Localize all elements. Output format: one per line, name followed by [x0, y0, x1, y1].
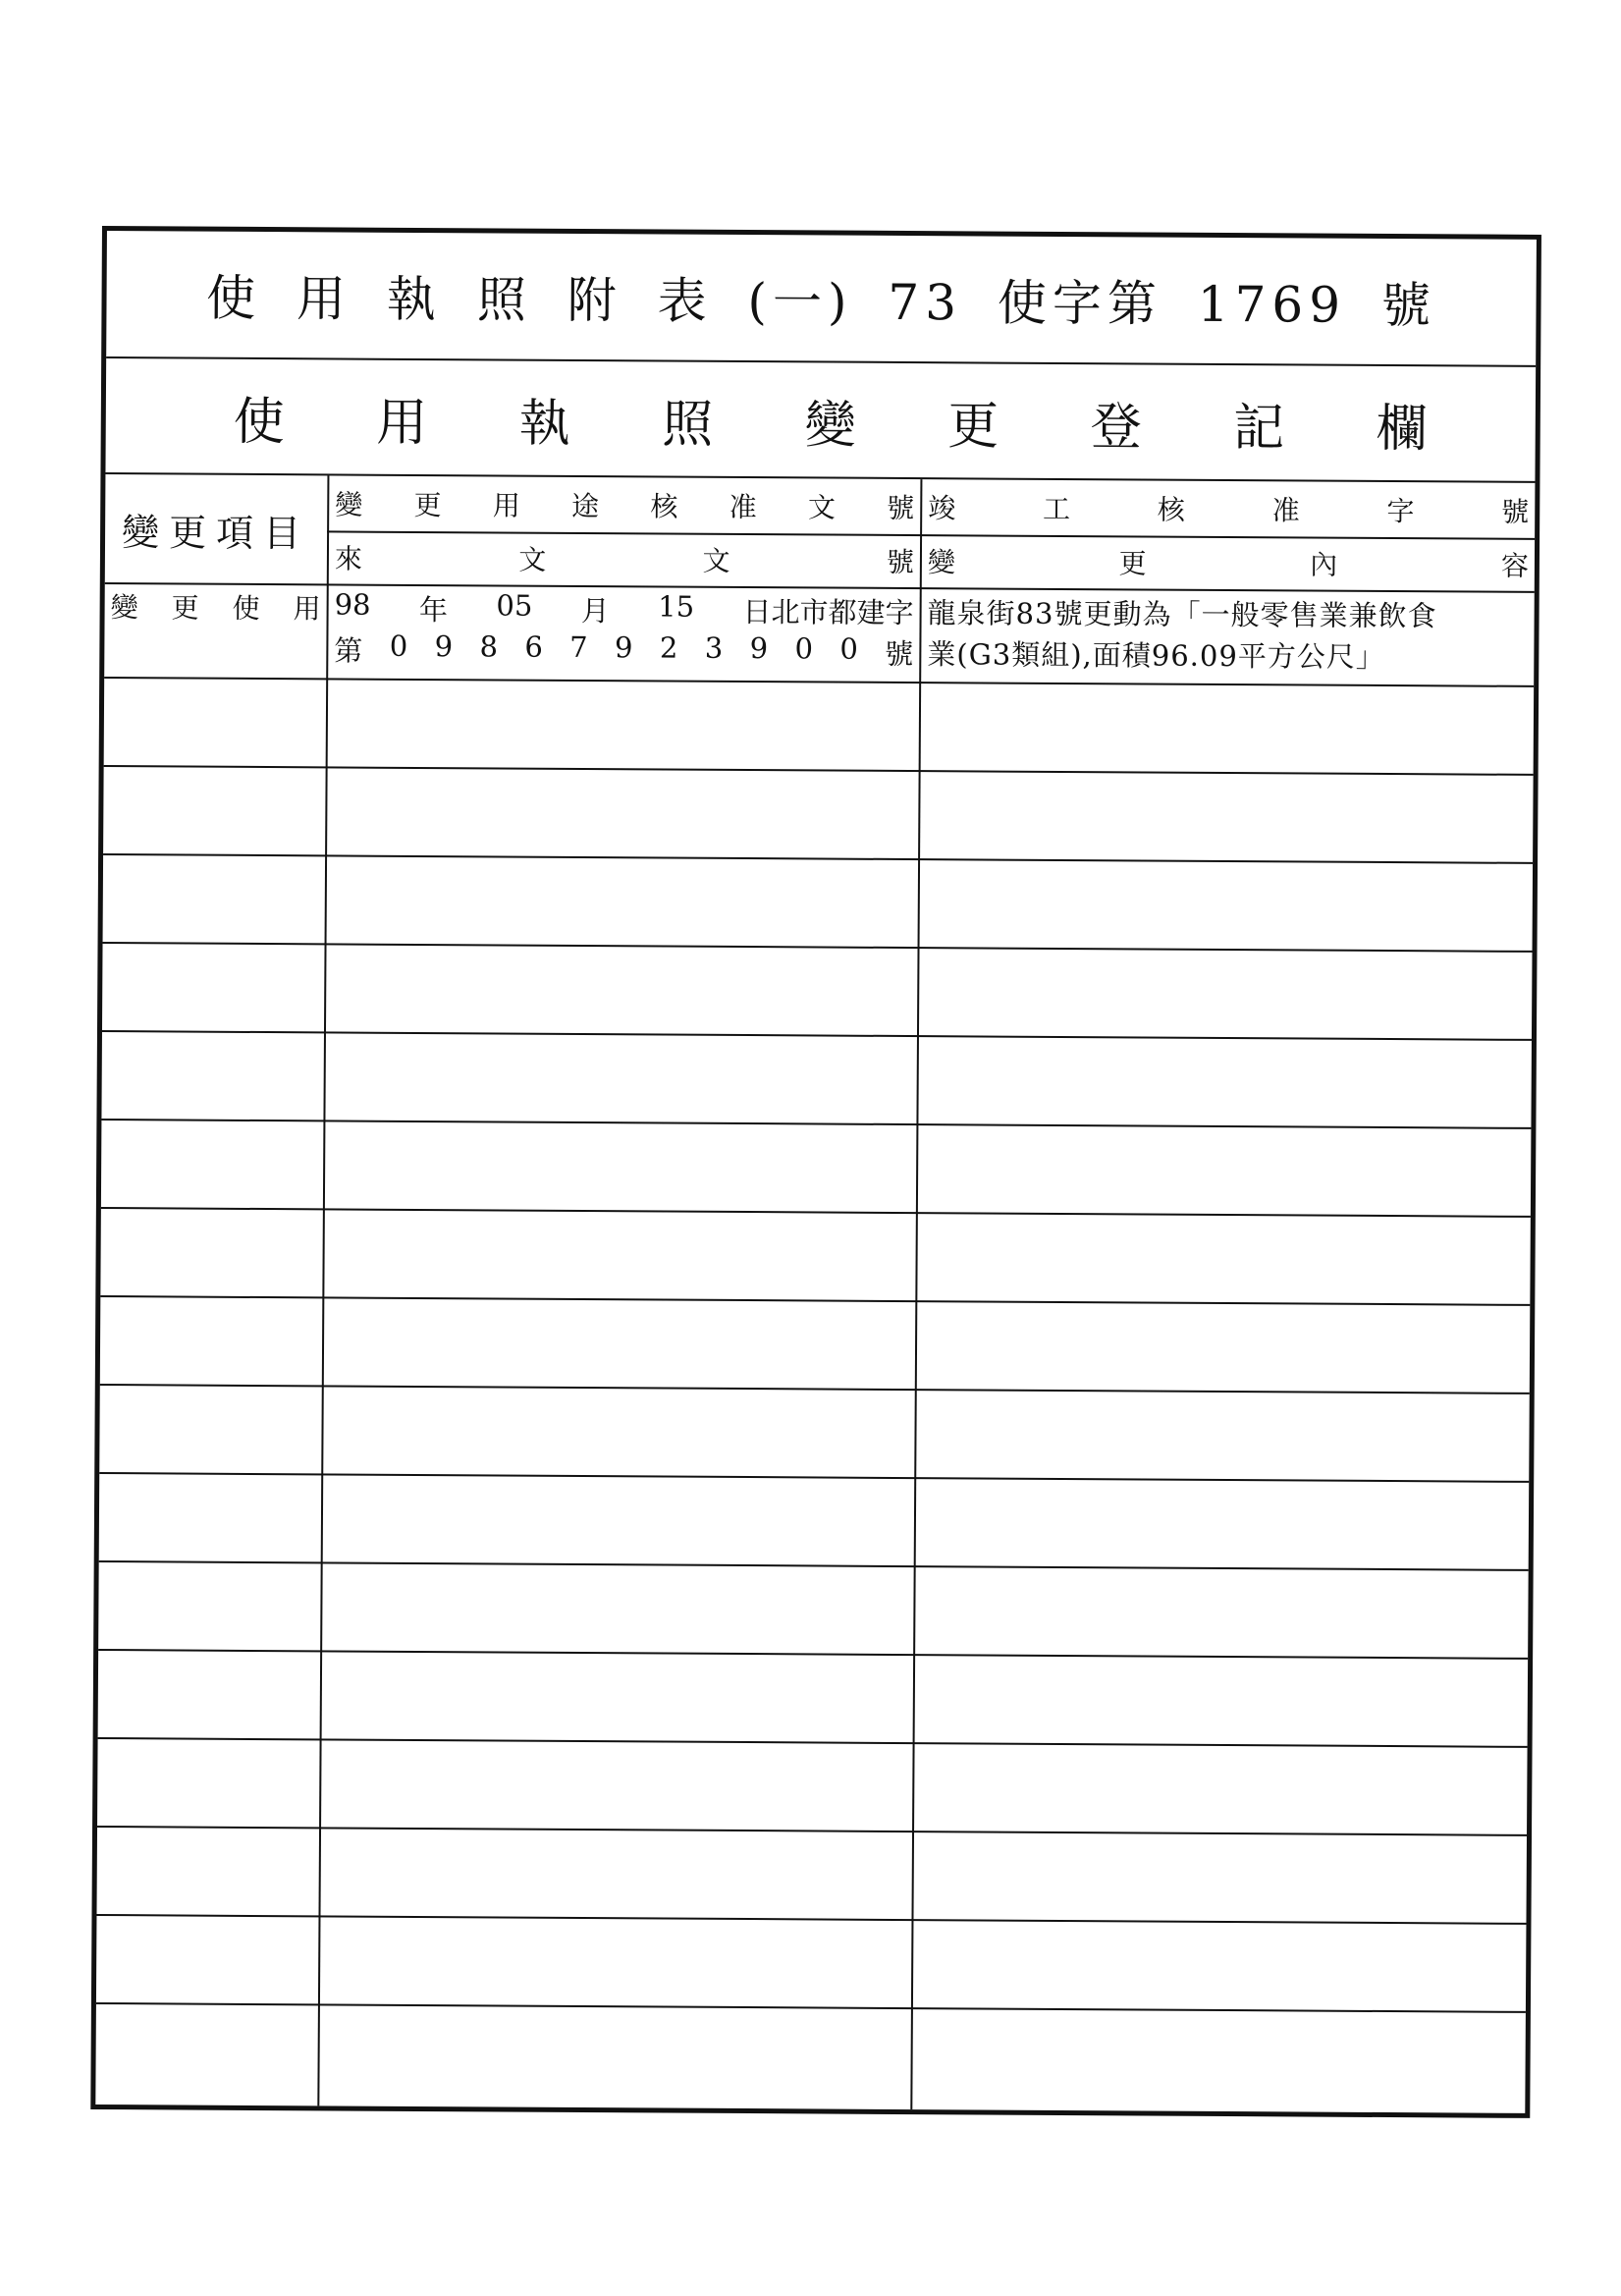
header-char: 更 [1118, 547, 1147, 580]
change-content-line-2: 業(G3類組),面積96.09平方公尺」 [927, 637, 1385, 674]
approval-char: 號 [885, 636, 914, 672]
approval-line-1 [329, 587, 920, 631]
table-row-divider [101, 1207, 1531, 1218]
section-heading-char: 登 [1090, 397, 1142, 457]
approval-char: 9 [434, 629, 454, 664]
table-row-divider [99, 1560, 1529, 1571]
header-char: 文 [702, 544, 730, 577]
approval-char: 0 [839, 631, 858, 666]
approval-char: 9 [749, 631, 769, 666]
approval-char: 15 [658, 589, 695, 624]
table-row-divider [103, 853, 1533, 864]
header-char: 字 [1386, 494, 1415, 528]
change-item-cell [105, 586, 327, 627]
table-row-divider [100, 1384, 1530, 1394]
approval-char: 8 [479, 629, 499, 664]
header-char: 號 [886, 545, 915, 579]
approval-char: 年 [418, 592, 449, 628]
header-char: 容 [1500, 549, 1529, 582]
table-row-divider [103, 942, 1533, 953]
header-char: 准 [729, 490, 757, 524]
column-header-label: 變更項目 [121, 510, 311, 555]
header-char: 核 [650, 490, 678, 523]
table-row-divider [100, 1295, 1530, 1306]
table-row-divider [97, 1826, 1527, 1836]
section-heading-char: 使 [233, 392, 285, 452]
table-row-divider [96, 1914, 1526, 1925]
change-content-cell [921, 589, 1535, 683]
column-header-completion-number [922, 481, 1535, 536]
header-char: 途 [571, 489, 600, 523]
section-heading-char: 執 [518, 394, 570, 454]
header-char: 工 [1042, 492, 1071, 526]
page-title [106, 231, 1537, 367]
header-char: 變 [335, 488, 363, 521]
section-heading-char: 用 [376, 393, 428, 453]
table-row-divider [98, 1737, 1528, 1748]
approval-char: 7 [569, 629, 588, 665]
approval-char: 0 [794, 631, 814, 666]
header-char: 文 [807, 491, 837, 524]
header-char: 號 [1501, 495, 1530, 528]
section-heading [105, 358, 1536, 483]
column-header-change-item [105, 474, 328, 583]
change-registration-table [95, 474, 1535, 2113]
table-row-divider [101, 1119, 1531, 1129]
section-heading-char: 照 [662, 394, 714, 455]
column-header-approval-number [329, 477, 920, 532]
approval-char: 2 [659, 630, 678, 665]
table-row-divider [102, 1030, 1532, 1041]
change-item-char: 變 [110, 591, 138, 625]
change-content-line-1: 龍泉街83號更動為「一般零售業兼飲食 [927, 596, 1437, 633]
approval-char: 6 [524, 629, 543, 664]
approval-number-cell [328, 585, 920, 680]
table-row-divider [98, 1649, 1528, 1660]
table-row-divider [96, 2002, 1526, 2013]
section-heading-char: 變 [804, 395, 856, 456]
license-form-frame [90, 226, 1541, 2118]
header-char: 核 [1157, 493, 1185, 526]
approval-char: 98 [334, 587, 371, 622]
header-char: 來 [334, 542, 363, 575]
header-char: 文 [518, 543, 547, 576]
column-header-change-content [922, 536, 1535, 589]
approval-char: 第 [334, 633, 363, 668]
approval-char: 9 [615, 630, 633, 665]
table-row-divider [104, 765, 1534, 776]
change-item-char: 使 [232, 591, 260, 625]
approval-char: 日北市都建字 [742, 594, 914, 630]
column-divider [317, 475, 329, 2105]
section-heading-char: 記 [1232, 398, 1285, 458]
header-char: 變 [927, 546, 956, 579]
header-char: 准 [1271, 494, 1300, 527]
table-row-divider [99, 1472, 1529, 1483]
approval-char: 05 [496, 588, 533, 623]
column-divider [910, 479, 922, 2109]
header-char: 號 [887, 491, 915, 525]
header-char: 竣 [928, 492, 956, 525]
approval-char: 月 [580, 593, 610, 629]
approval-char: 0 [389, 629, 408, 663]
title-text: 使 用 執 照 附 表 (一) 73 使字第 1769 號 [205, 269, 1437, 335]
approval-line-2 [328, 629, 919, 673]
approval-char: 3 [704, 630, 724, 665]
change-item-char: 更 [171, 591, 199, 625]
section-heading-char: 更 [947, 396, 1000, 457]
change-item-char: 用 [293, 592, 321, 626]
header-char: 用 [492, 489, 520, 522]
section-heading-char: 欄 [1376, 399, 1428, 459]
header-char: 內 [1310, 548, 1338, 581]
column-header-incoming-document [329, 532, 920, 585]
header-char: 更 [413, 488, 442, 522]
